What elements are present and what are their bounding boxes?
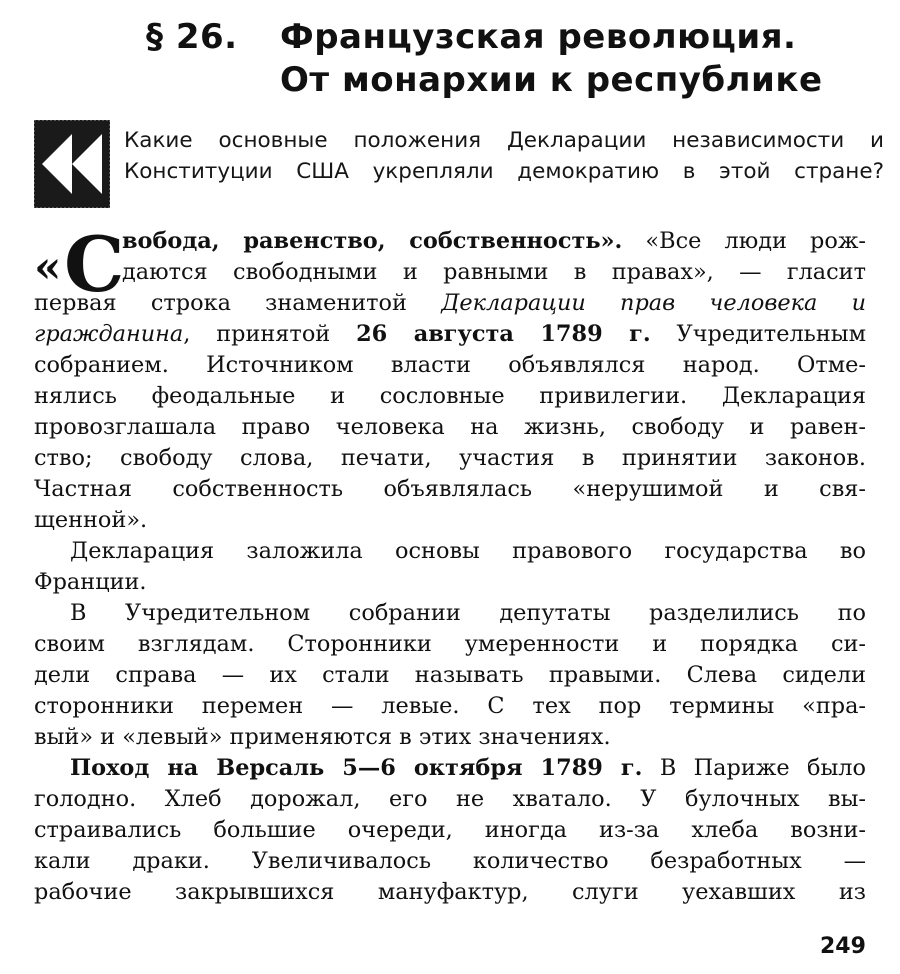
text-line: В Учредительном собрании депутаты разделились по: [70, 600, 866, 626]
paragraph-4: [34, 753, 866, 908]
bold-phrase: вобода, равенство, собственность».: [122, 228, 623, 254]
section-title-line-2: От монархии к республике: [280, 60, 823, 100]
text-line: ство; свободу слова, печати, участия в принятии законов.: [34, 445, 866, 471]
text-line: даются свободными и равными в правах», — гласит: [122, 259, 866, 285]
section-title-line-1: Французская революция.: [280, 17, 797, 57]
main-text: [34, 220, 867, 908]
section-heading: [0, 16, 900, 102]
review-line-1: Какие основные положения Декларации независимости и: [124, 128, 884, 153]
text-line: кали драки. Увеличивалось количество безработных —: [34, 848, 866, 874]
text-line: щенной».: [34, 507, 148, 533]
bold-date: 26 августа 1789 г.: [356, 321, 651, 347]
text-segment: Учредительным: [650, 321, 867, 347]
text-line: [34, 319, 866, 350]
section-number: § 26.: [146, 17, 238, 57]
review-line-2: Конституции США укрепляли демократию в этой стране?: [124, 159, 884, 184]
text-line: [34, 288, 866, 319]
text-line: Франции.: [34, 569, 147, 595]
text-line: страивались большие очереди, иногда из-за хлеба возни-: [34, 817, 866, 843]
italic-phrase: гражданина: [34, 321, 184, 347]
text-line: [34, 753, 866, 784]
paragraph-1: [34, 220, 867, 536]
text-line: провозглашала право человека на жизнь, свободу и равен-: [34, 414, 866, 440]
page-number: 249: [820, 934, 866, 959]
text-line: дели справа — их стали называть правыми. Слева сидели: [34, 662, 866, 688]
opening-quote-mark: «: [34, 242, 62, 293]
text-line: рабочие закрывшихся мануфактур, слуги уехавших из: [34, 879, 866, 905]
text-segment: первая строка знаменитой: [34, 290, 442, 316]
text-line: сторонники перемен — левые. С тех пор термины «пра-: [34, 693, 866, 719]
text-line: собранием. Источником власти объявлялся народ. Отме-: [34, 352, 866, 378]
bold-subheading: Поход на Версаль 5—6 октября 1789 г.: [70, 755, 643, 781]
text-segment: , принятой: [183, 321, 357, 347]
text-line: вый» и «левый» применяются в этих значениях.: [34, 724, 611, 750]
text-segment: «Все люди рож-: [622, 228, 866, 254]
text-line: [34, 226, 866, 257]
rewind-double-arrow-icon: [34, 120, 110, 208]
text-line: голодно. Хлеб дорожал, его не хватало. У булочных вы-: [34, 786, 866, 812]
italic-phrase: Декларации прав человека и: [441, 290, 866, 316]
drop-cap-letter: С: [64, 220, 125, 309]
review-question-block: [34, 118, 884, 210]
text-line: своим взглядам. Сторонники умеренности и порядка си-: [34, 631, 866, 657]
text-segment: В Париже было: [642, 755, 866, 781]
review-question-text: [124, 124, 884, 186]
text-line: Декларация заложила основы правового государства во: [70, 538, 866, 564]
paragraph-2: [34, 536, 866, 598]
text-line: нялись феодальные и сословные привилегии. Декларация: [34, 383, 866, 409]
text-line: Частная собственность объявлялась «нерушимой и свя-: [34, 476, 866, 502]
paragraph-3: [34, 598, 866, 753]
